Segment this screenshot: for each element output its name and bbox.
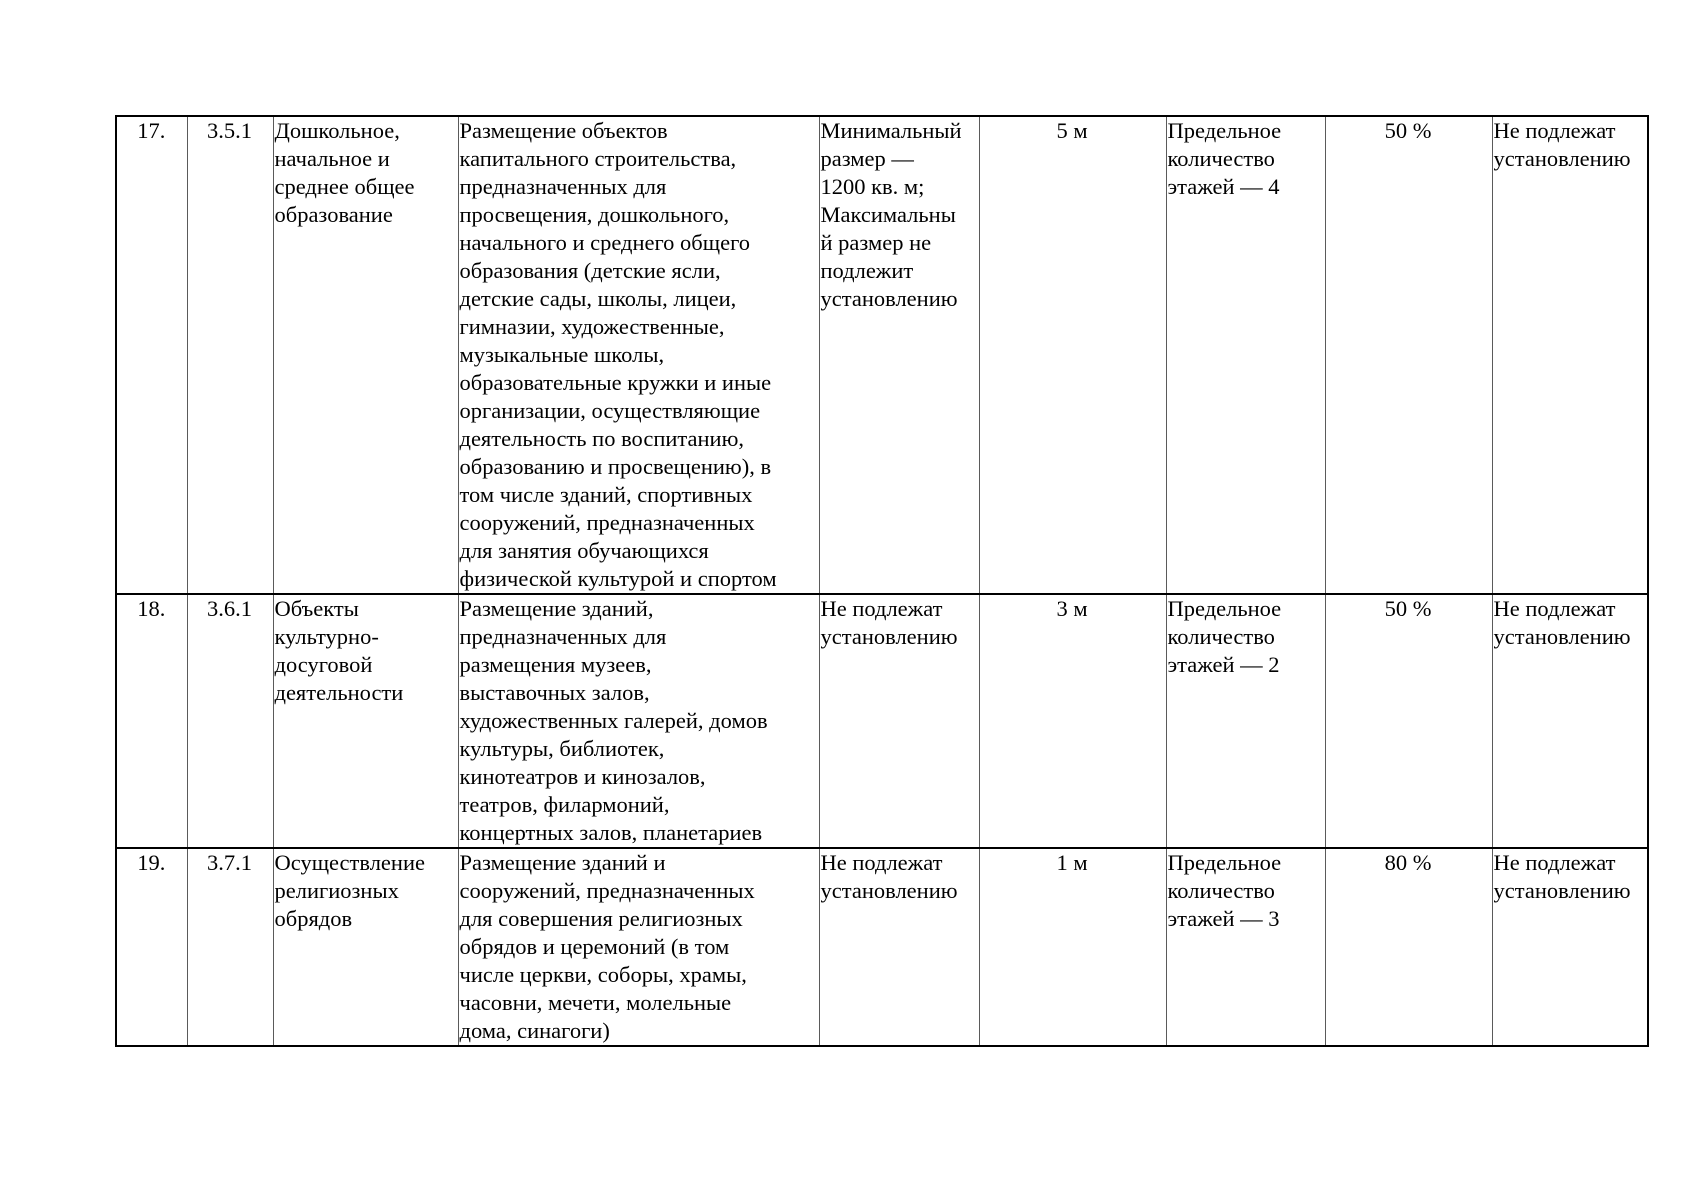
text-line: Не подлежат <box>1493 850 1616 875</box>
text-line: Дошкольное, <box>274 118 400 143</box>
text-line: Размещение зданий и <box>459 850 666 875</box>
text-line: установлению <box>820 624 958 649</box>
coverage-percent: 80 % <box>1325 848 1492 1046</box>
text-line: досуговой <box>274 652 373 677</box>
text-line: гимназии, художественные, <box>459 314 725 339</box>
text-line: установлению <box>820 878 958 903</box>
text-line: обрядов <box>274 906 353 931</box>
floor-limit <box>1166 116 1325 594</box>
text-line: деятельности <box>274 680 404 705</box>
text-line: для совершения религиозных <box>459 906 743 931</box>
text-line: театров, филармоний, <box>459 792 670 817</box>
text-line: предназначенных для <box>459 174 667 199</box>
text-line: числе церкви, соборы, храмы, <box>459 962 747 987</box>
text-line: том числе зданий, спортивных <box>459 482 753 507</box>
text-line: детские сады, школы, лицеи, <box>459 286 737 311</box>
text-line: Размещение объектов <box>459 118 668 143</box>
text-line: дома, синагоги) <box>459 1018 610 1043</box>
text-line: количество <box>1167 624 1275 649</box>
text-line: размер — <box>820 146 914 171</box>
text-line: Размещение зданий, <box>459 596 654 621</box>
text-line: размещения музеев, <box>459 652 652 677</box>
use-name <box>273 848 458 1046</box>
text-line: установлению <box>1493 146 1631 171</box>
row-number: 17. <box>116 116 187 594</box>
text-line: количество <box>1167 878 1275 903</box>
table-row <box>116 594 1648 848</box>
row-number: 18. <box>116 594 187 848</box>
text-line: физической культурой и спортом <box>459 566 777 591</box>
use-code: 3.7.1 <box>187 848 273 1046</box>
zoning-regulations-table <box>115 115 1649 1047</box>
text-line: образования (детские ясли, <box>459 258 721 283</box>
text-line: начальное и <box>274 146 390 171</box>
text-line: концертных залов, планетариев <box>459 820 763 845</box>
use-description <box>458 594 819 848</box>
text-line: Не подлежат <box>1493 118 1616 143</box>
text-line: подлежит <box>820 258 914 283</box>
text-line: образовательные кружки и иные <box>459 370 772 395</box>
text-line: организации, осуществляющие <box>459 398 761 423</box>
text-line: этажей — 4 <box>1167 174 1280 199</box>
text-line: художественных галерей, домов <box>459 708 768 733</box>
floor-limit <box>1166 848 1325 1046</box>
use-name <box>273 116 458 594</box>
plot-size <box>819 116 979 594</box>
text-line: кинотеатров и кинозалов, <box>459 764 706 789</box>
text-line: этажей — 2 <box>1167 652 1280 677</box>
other-params <box>1492 594 1648 848</box>
coverage-percent: 50 % <box>1325 594 1492 848</box>
use-description <box>458 848 819 1046</box>
text-line: культурно- <box>274 624 379 649</box>
text-line: Осуществление <box>274 850 425 875</box>
text-line: 1200 кв. м; <box>820 174 925 199</box>
use-code: 3.5.1 <box>187 116 273 594</box>
text-line: культуры, библиотек, <box>459 736 665 761</box>
text-line: Предельное <box>1167 118 1282 143</box>
plot-size <box>819 594 979 848</box>
text-line: среднее общее <box>274 174 415 199</box>
text-line: образованию и просвещению), в <box>459 454 772 479</box>
use-name <box>273 594 458 848</box>
text-line: Не подлежат <box>820 596 943 621</box>
text-line: этажей — 3 <box>1167 906 1280 931</box>
text-line: сооружений, предназначенных <box>459 878 755 903</box>
text-line: установлению <box>1493 878 1631 903</box>
text-line: Минимальный <box>820 118 962 143</box>
use-code: 3.6.1 <box>187 594 273 848</box>
setback: 1 м <box>979 848 1166 1046</box>
use-description <box>458 116 819 594</box>
text-line: Не подлежат <box>1493 596 1616 621</box>
text-line: для занятия обучающихся <box>459 538 709 563</box>
text-line: часовни, мечети, молельные <box>459 990 732 1015</box>
text-line: Не подлежат <box>820 850 943 875</box>
text-line: образование <box>274 202 393 227</box>
other-params <box>1492 116 1648 594</box>
text-line: выставочных залов, <box>459 680 650 705</box>
text-line: количество <box>1167 146 1275 171</box>
text-line: предназначенных для <box>459 624 667 649</box>
text-line: Предельное <box>1167 596 1282 621</box>
row-number: 19. <box>116 848 187 1046</box>
table-row <box>116 848 1648 1046</box>
setback: 3 м <box>979 594 1166 848</box>
text-line: сооружений, предназначенных <box>459 510 755 535</box>
text-line: установлению <box>1493 624 1631 649</box>
text-line: деятельность по воспитанию, <box>459 426 745 451</box>
text-line: религиозных <box>274 878 399 903</box>
text-line: Объекты <box>274 596 359 621</box>
text-line: капитального строительства, <box>459 146 737 171</box>
other-params <box>1492 848 1648 1046</box>
text-line: й размер не <box>820 230 932 255</box>
text-line: просвещения, дошкольного, <box>459 202 730 227</box>
text-line: начального и среднего общего <box>459 230 750 255</box>
coverage-percent: 50 % <box>1325 116 1492 594</box>
setback: 5 м <box>979 116 1166 594</box>
table-row <box>116 116 1648 594</box>
floor-limit <box>1166 594 1325 848</box>
text-line: музыкальные школы, <box>459 342 665 367</box>
plot-size <box>819 848 979 1046</box>
text-line: обрядов и церемоний (в том <box>459 934 730 959</box>
text-line: установлению <box>820 286 958 311</box>
text-line: Максимальны <box>820 202 956 227</box>
text-line: Предельное <box>1167 850 1282 875</box>
